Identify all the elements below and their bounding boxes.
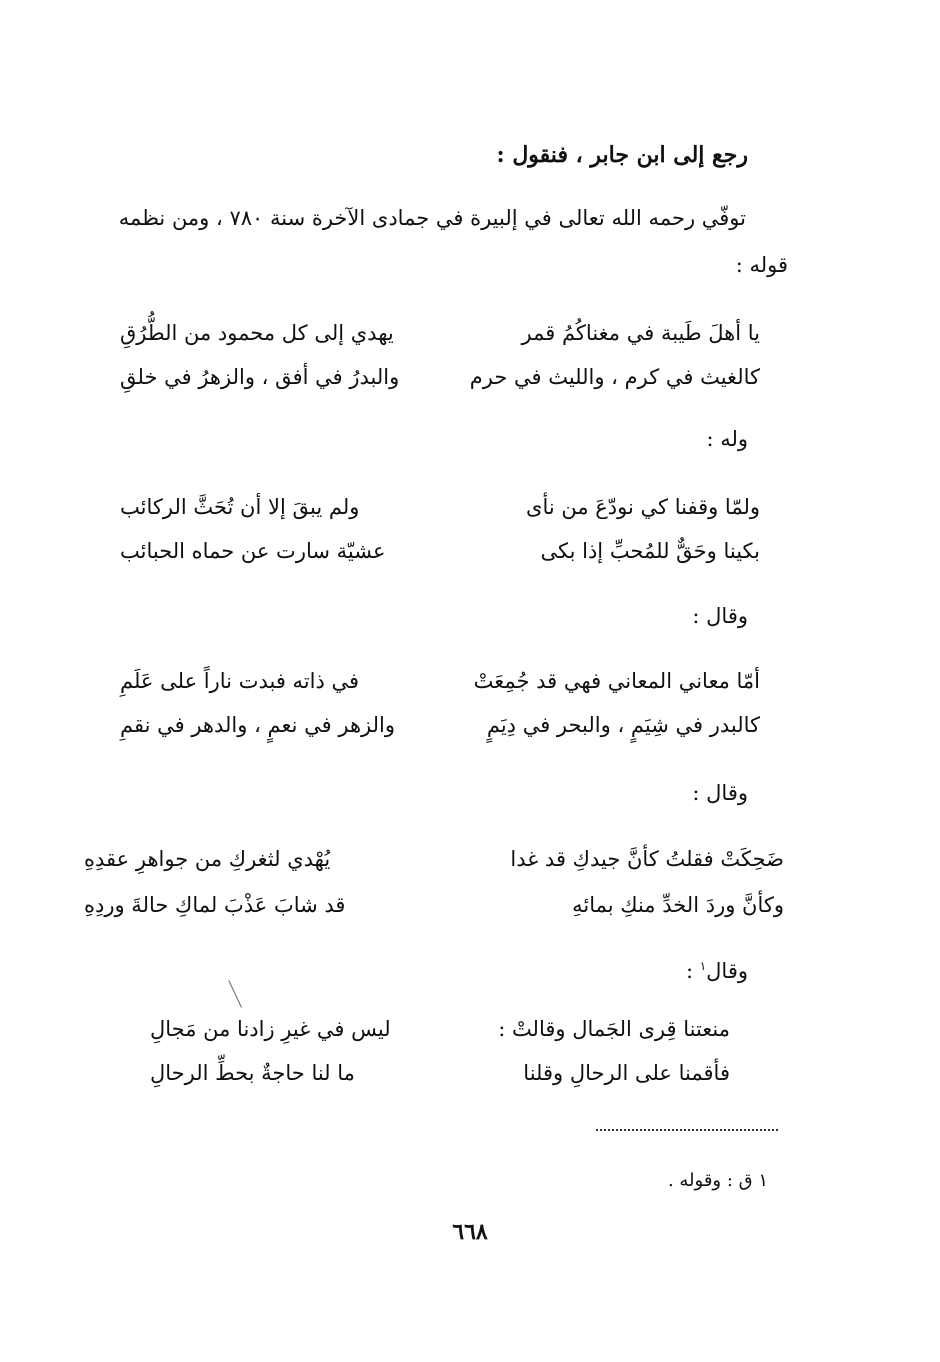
- poem-label: وله :: [706, 427, 748, 451]
- verse-row: [120, 662, 760, 700]
- hemistich-right: كالبدر في شِيَمٍ ، والبحر في دِيَمٍ: [486, 713, 760, 737]
- verse-row: [84, 840, 784, 878]
- verse-row: [120, 706, 760, 744]
- header-line: رجع إلى ابن جابر ، فنقول :: [496, 142, 748, 168]
- intro-line-2: قوله :: [735, 253, 788, 277]
- footnote: ١ ق : وقوله .: [667, 1170, 768, 1191]
- hemistich-right: ولمّا وقفنا كي نودّعَ من نأى: [526, 495, 760, 519]
- verse-row: [120, 314, 760, 352]
- verse-row: [84, 886, 784, 924]
- hemistich-left: ولم يبقَ إلا أن تُحَثَّ الركائب: [120, 495, 360, 519]
- hemistich-right: وكأنَّ وردَ الخدِّ منكِ بمائهِ: [572, 893, 784, 917]
- intro-line-1: توفّي رحمه الله تعالى في إلبيرة في جمادى الآخرة سنة ٧٨٠ ، ومن نظمه: [118, 206, 746, 230]
- hemistich-left: يهدي إلى كل محمود من الطُّرُقِ: [120, 321, 394, 345]
- hemistich-right: كالغيث في كرم ، والليث في حرم: [469, 365, 760, 389]
- hemistich-right: منعتنا قِرى الجَمال وقالتْ :: [498, 1017, 730, 1041]
- hemistich-left: قد شابَ عَذْبَ لماكِ حالةَ وردِهِ: [84, 893, 346, 917]
- hemistich-left: والزهر في نعمٍ ، والدهر في نقمِ: [120, 713, 395, 737]
- poem-label-text: وقال: [706, 959, 748, 983]
- footnote-separator: [596, 1129, 778, 1131]
- hemistich-left: في ذاته فبدت ناراً على عَلَمِ: [120, 669, 360, 693]
- footnote-marker: ١: [699, 959, 707, 973]
- hemistich-right: فأقمنا على الرحالِ وقلنا: [523, 1061, 730, 1085]
- verse-row: [120, 358, 760, 396]
- poem-label-colon: :: [685, 959, 700, 983]
- page-number: ٦٦٨: [452, 1219, 488, 1245]
- verse-row: [120, 488, 760, 526]
- hemistich-right: بكينا وحَقٌّ للمُحبِّ إذا بكى: [540, 539, 760, 563]
- margin-pencil-mark: [228, 974, 254, 1008]
- poem-label: وقال :: [692, 781, 748, 805]
- hemistich-left: ليس في غيرِ زادنا من مَجالِ: [150, 1017, 391, 1041]
- hemistich-left: يُهْدي لثغركِ من جواهرِ عقدِهِ: [84, 847, 331, 871]
- verse-row: [150, 1010, 730, 1048]
- hemistich-right: يا أهلَ طَيبة في مغناكُمُ قمر: [521, 321, 760, 345]
- hemistich-right: أمّا معاني المعاني فهي قد جُمِعَتْ: [473, 669, 760, 693]
- verse-row: [150, 1054, 730, 1092]
- hemistich-left: عشيّة سارت عن حماه الحبائب: [120, 539, 386, 563]
- hemistich-right: ضَحِكَتْ فقلتُ كأنَّ جيدكِ قد غدا: [510, 847, 784, 871]
- hemistich-left: ما لنا حاجةٌ بحطِّ الرحالِ: [150, 1061, 355, 1085]
- poem-label: [686, 951, 748, 986]
- poem-label: وقال :: [692, 604, 748, 628]
- verse-row: [120, 532, 760, 570]
- hemistich-left: والبدرُ في أفق ، والزهرُ في خلقِ: [120, 365, 400, 389]
